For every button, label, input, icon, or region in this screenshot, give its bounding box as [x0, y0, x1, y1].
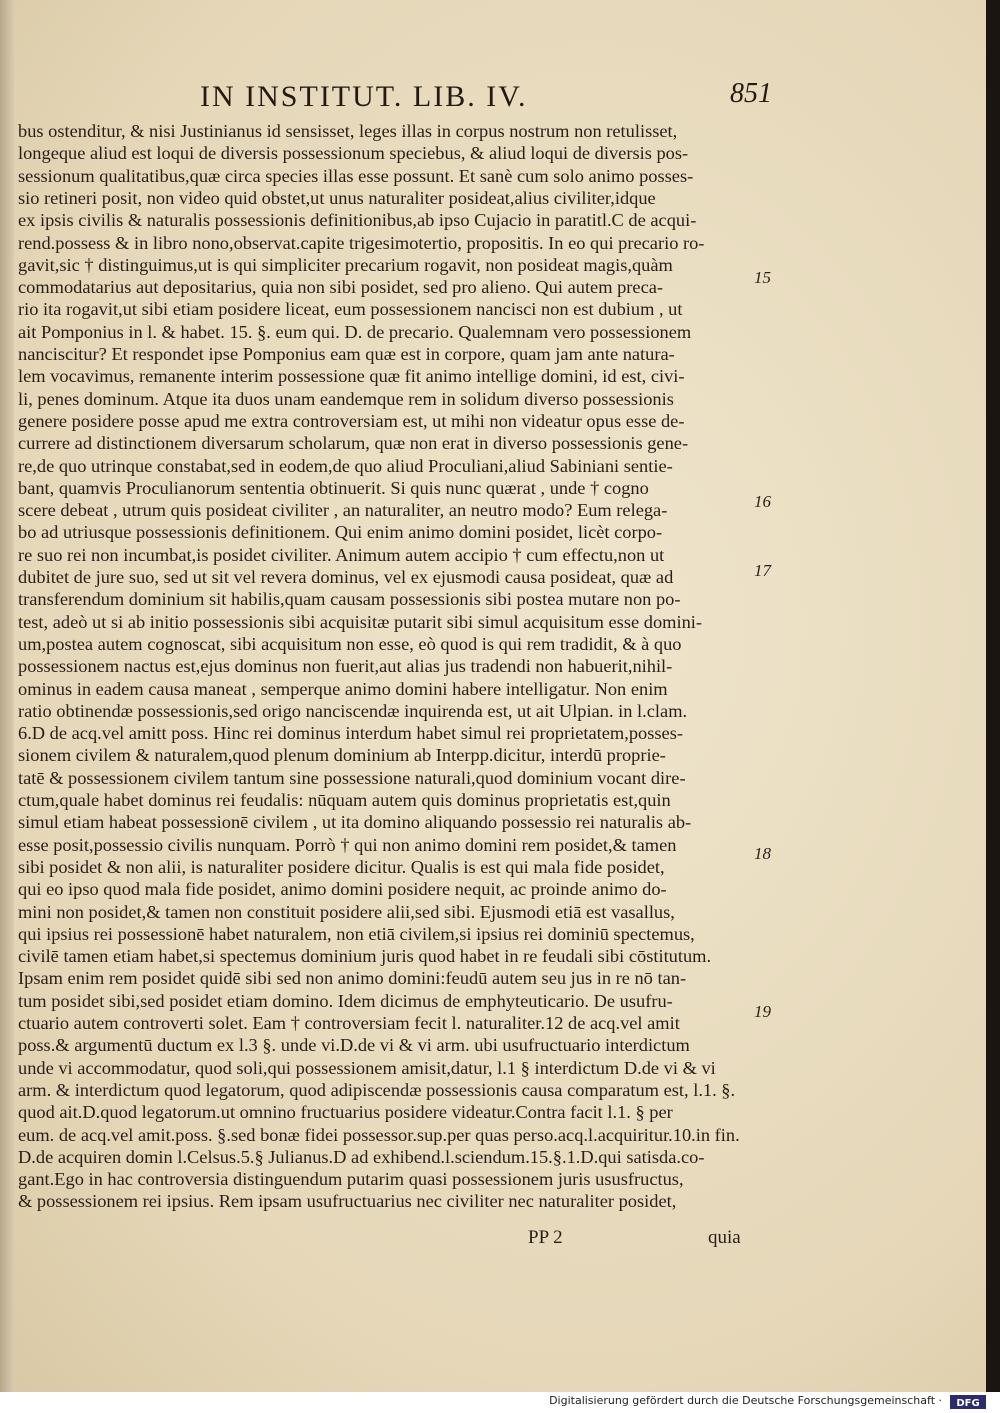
text-line: gavit,sic † distinguimus,ut is qui simpliciter precarium rogavit, non posideat magis,quàm [18, 254, 673, 275]
margin-number: 18 [754, 844, 771, 863]
text-line: qui eo ipso quod mala fide posidet, animo domini posidere nequit, ac proinde animo do- [18, 879, 667, 900]
text-line: longeque aliud est loqui de diversis possessionum speciebus, & aliud loqui de diversis pos- [18, 143, 689, 164]
text-line: scere debeat , utrum quis posideat civiliter , an naturaliter, an neutro modo? Eum relega- [18, 500, 668, 521]
text-line: li, penes dominum. Atque ita duos unam eandemque rem in solidum diverso possessionis [18, 388, 674, 409]
text-line: ratio obtinendæ possessionis,sed origo nanciscendæ inquirenda est, ut ait Ulpian. in l.clam. [18, 700, 688, 721]
text-line: lem vocavimus, remanente interim possessione quæ fit animo intellige domini, id est, civi- [18, 366, 685, 387]
text-line: mini non posidet,& tamen non constituit posidere alii,sed sibi. Ejusmodi etiā est vasallus, [18, 901, 675, 922]
text-line: ominus in eadem causa maneat , semperque animo domini habere intelligatur. Non enim [18, 678, 668, 699]
text-line: simul etiam habeat possessionē civilem , ut ita domino aliquando possessio rei naturalis ab- [18, 812, 692, 833]
text-line: gant.Ego in hac controversia distinguendum putarim quasi possessionem juris ususfructus, [18, 1169, 684, 1190]
text-line: genere posidere posse apud me extra controversiam est, ut mihi non videatur opus esse de- [18, 410, 685, 431]
svg-text:DFG: DFG [956, 1398, 980, 1409]
text-line: currere ad distinctionem diversarum scholarum, quæ non erat in diverso possessionis gene- [18, 433, 689, 454]
page-number: 851 [730, 78, 772, 109]
text-line: arm. & interdictum quod legatorum, quod adipiscendæ possessionis causa comparatum est, l.1. §. [18, 1079, 736, 1100]
text-line: tum posidet sibi,sed posidet etiam domino. Idem dicimus de emphyteuticario. De usufru- [18, 990, 673, 1011]
signature-mark: PP 2 [528, 1227, 563, 1248]
text-line: transferendum dominium sit habilis,quam causam possessionis sibi postea mutare non po- [18, 589, 681, 610]
text-line: sio retineri posit, non video quid obstet,ut unus naturaliter posideat,alius civiliter,idque [18, 187, 656, 208]
text-line: bus ostenditur, & nisi Justinianus id sensisset, leges illas in corpus nostrum non retulisset, [18, 121, 678, 141]
text-line: quod ait.D.quod legatorum.ut omnino fructuarius posidere videatur.Contra facit l.1. § per [18, 1102, 673, 1123]
text-line: re suo rei non incumbat,is posidet civiliter. Animum autem accipio † cum effectu,non ut [18, 544, 665, 565]
text-line: ex ipsis civilis & naturalis possessionis definitionibus,ab ipso Cujacio in paratitl.C de acqui- [18, 210, 697, 231]
text-line: nanciscitur? Et respondet ipse Pomponius eam quæ est in corpore, quam jam ante natura- [18, 344, 675, 364]
text-line: commodatarius aut depositarius, quia non sibi posidet, sed pro alieno. Qui autem preca- [18, 277, 664, 298]
text-line: re,de quo utrinque constabat,sed in eodem,de quo aliud Proculiani,aliud Sabiniani sentie- [18, 455, 673, 476]
text-line: dubitet de jure suo, sed ut sit vel revera dominus, vel ex ejusmodi causa posideat, quæ ad [18, 567, 674, 587]
text-line: ait Pomponius in l. & habet. 15. §. eum qui. D. de precario. Qualemnam vero possessionem [18, 321, 692, 342]
margin-number: 16 [754, 492, 771, 511]
text-line: sessionum qualitatibus,quæ circa species illas esse possunt. Et sanè cum solo animo posses- [18, 165, 694, 186]
credit-text: Digitalisierung gefördert durch die Deutsche Forschungsgemeinschaft · [549, 1394, 942, 1407]
text-line: test, adeò ut si ab initio possessionis sibi acquisitæ putarit sibi simul acquisitum esse domini- [18, 611, 702, 632]
text-line: & possessionem rei ipsius. Rem ipsam usufructuarius nec civiliter nec naturaliter posidet, [18, 1191, 677, 1212]
text-line: possessionem nactus est,ejus dominus non fuerit,aut alias jus tradendi non habuerit,nihil- [18, 656, 673, 677]
margin-number: 15 [754, 268, 771, 287]
text-line: unde vi accommodatur, quod soli,qui possessionem amisit,datur, l.1 § interdictum D.de vi & vi [18, 1057, 716, 1078]
text-line: eum. de acq.vel amit.poss. §.sed bonæ fidei possessor.sup.per quas perso.acq.l.acquiritur.10.in fin. [18, 1124, 740, 1145]
dfg-logo [950, 1395, 986, 1409]
credit-strip [0, 1392, 1000, 1413]
text-line: bo ad utriusque possessionis definitionem. Qui enim animo domini posidet, licèt corpo- [18, 522, 663, 543]
text-line: tatē & possessionem civilem tantum sine possessione naturali,quod dominium vocant dire- [18, 767, 686, 788]
text-line: um,postea autem cognoscat, sibi acquisitum non esse, eò quod is qui rem tradidit, & à quo [18, 633, 682, 654]
margin-number: 17 [754, 561, 771, 580]
text-line: sionem civilem & naturalem,quod plenum dominium ab Interpp.dicitur, interdū proprie- [18, 745, 666, 766]
catchword: quia [708, 1227, 741, 1248]
text-line: D.de acquiren domin l.Celsus.5.§ Julianus.D ad exhibend.l.sciendum.15.§.1.D.qui satisda.co- [18, 1146, 705, 1167]
running-title: IN INSTITUT. LIB. IV. [200, 80, 528, 113]
margin-number: 19 [754, 1002, 771, 1021]
text-line: esse posit,possessio civilis nunquam. Porrò † qui non animo domini rem posidet,& tamen [18, 834, 677, 855]
text-line: rio ita rogavit,ut sibi etiam posidere liceat, eum possessionem nancisci non est dubium , ut [18, 299, 683, 320]
text-line: Ipsam enim rem posidet quidē sibi sed non animo domini:feudū autem seu jus in re nō tan- [18, 968, 687, 989]
page-gutter [0, 0, 14, 1392]
text-line: ctum,quale habet dominus rei feudalis: nūquam autem quis dominus proprietatis est,quin [18, 790, 671, 810]
text-line: bant, quamvis Proculianorum sententia obtinuerit. Si quis nunc quærat , unde † cogno [18, 477, 649, 498]
text-line: qui ipsius rei possessionē habet naturalem, non etiā civilem,si ipsius rei dominiū spectemus, [18, 923, 695, 944]
text-line: civilē tamen etiam habet,si spectemus dominium juris quod habet in re feudali sibi cōstitutum. [18, 946, 712, 967]
text-line: rend.possess & in libro nono,observat.capite trigesimotertio, propositis. In eo qui precario ro- [18, 232, 705, 253]
text-line: sibi posidet & non alii, is naturaliter posidere dicitur. Qualis is est qui mala fide posidet, [18, 856, 665, 877]
text-line: ctuario autem controverti solet. Eam † controversiam fecit l. naturaliter.12 de acq.vel amit [18, 1013, 680, 1033]
text-line: 6.D de acq.vel amitt poss. Hinc rei dominus interdum habet simul rei proprietatem,posses- [18, 723, 683, 744]
text-line: poss.& argumentū ductum ex l.3 §. unde vi.D.de vi & vi arm. ubi usufructuario interdictum [18, 1035, 690, 1056]
